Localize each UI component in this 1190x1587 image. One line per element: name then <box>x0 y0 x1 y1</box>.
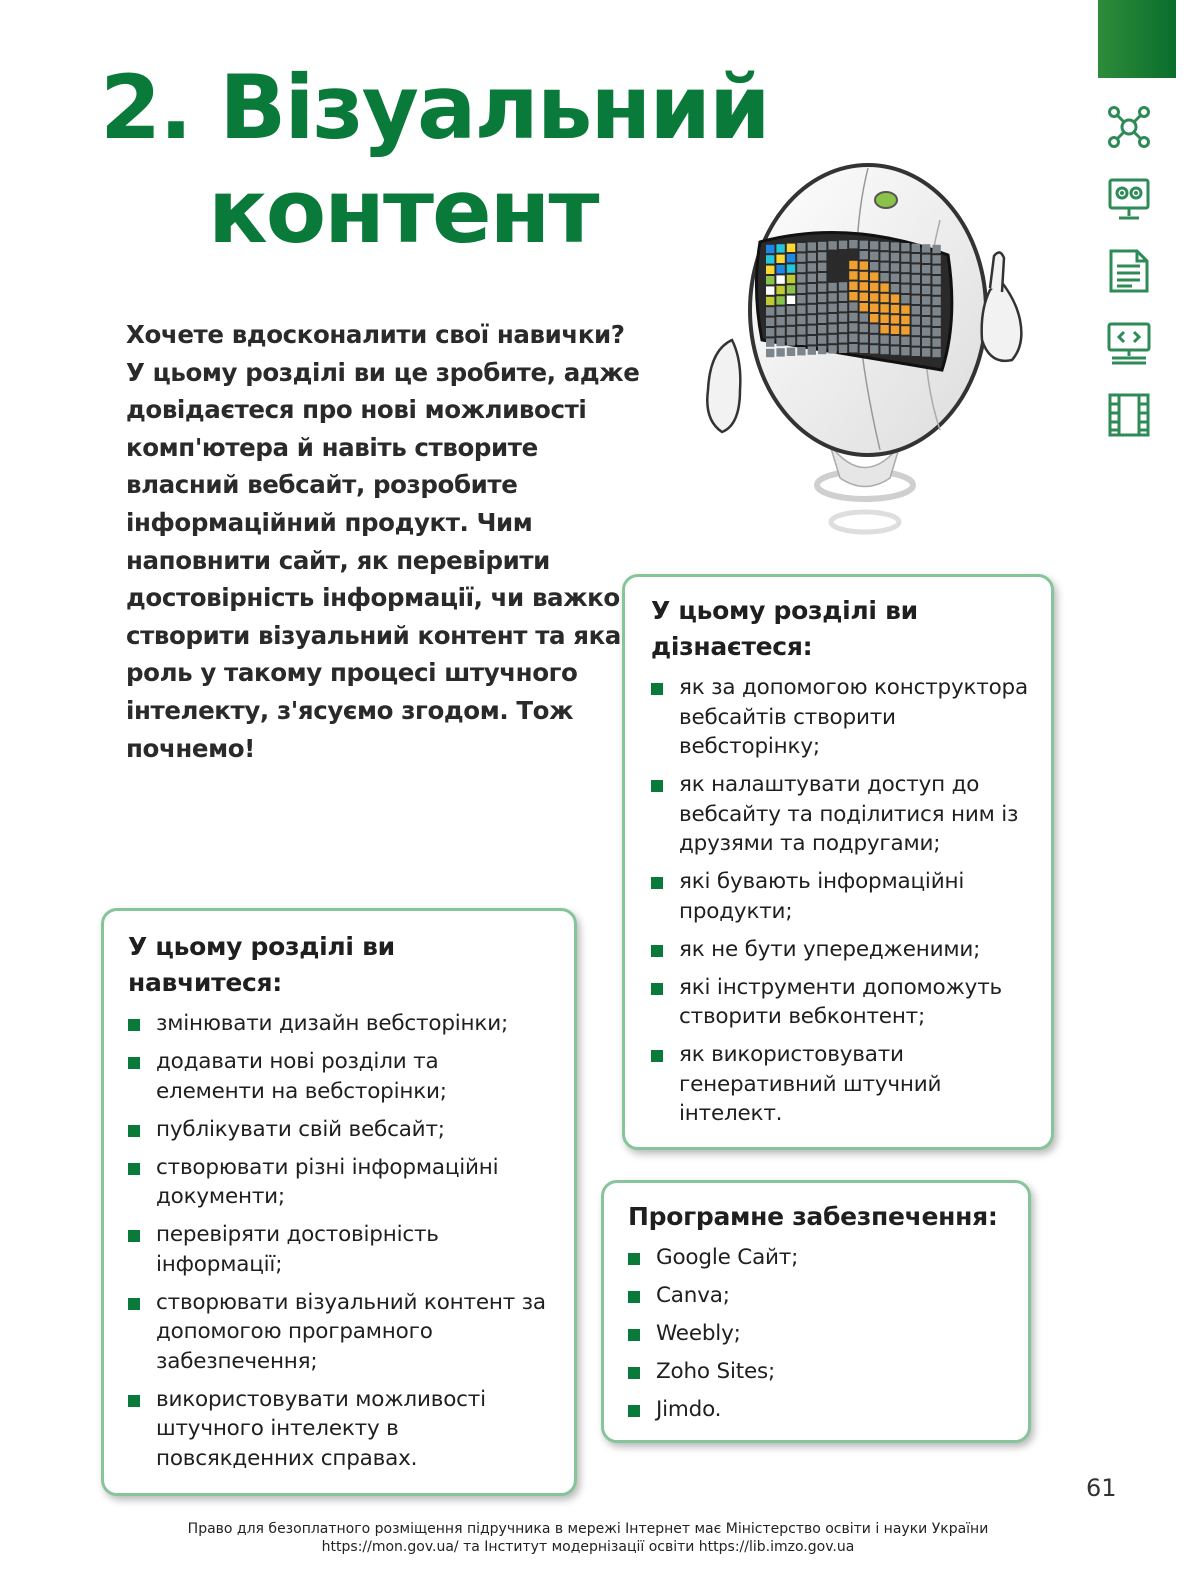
intro-paragraph: Хочете вдосконалити свої навички? У цьому розділі ви це зробите, адже довідаєтеся про нові можливості комп'ютера й навіть створите власний вебсайт, розробите інформаційний продукт. Чим наповнити сайт, як перевірити достовірність інформації, чи важко створити візуальний контент та яка роль у такому процесі штучного інтелекту, з'ясуємо згодом. Тож почнемо! <box>126 320 640 763</box>
screen-pixel <box>901 295 909 303</box>
screen-pixel <box>787 327 795 335</box>
screen-pixel <box>932 297 940 305</box>
bullet-icon <box>628 1291 640 1303</box>
screen-pixel <box>912 327 920 335</box>
screen-pixel <box>891 336 899 344</box>
screen-pixel <box>787 244 795 252</box>
screen-pixel <box>818 325 826 333</box>
screen-pixel <box>839 241 847 249</box>
list-item: як не бути упередженими; <box>651 935 1033 965</box>
screen-pixel <box>766 297 774 305</box>
screen-pixel <box>776 317 784 325</box>
screen-pixel <box>787 306 795 314</box>
bullet-icon <box>628 1405 640 1417</box>
screen-pixel <box>901 264 909 272</box>
screen-pixel <box>870 314 878 322</box>
screen-pixel <box>797 264 805 272</box>
screen-pixel <box>860 345 868 353</box>
screen-pixel <box>787 264 795 272</box>
screen-pixel <box>766 276 774 284</box>
screen-pixel <box>880 294 888 302</box>
screen-pixel <box>797 243 805 251</box>
screen-pixel <box>839 313 847 321</box>
screen-pixel <box>776 255 784 263</box>
bullet-icon <box>628 1367 640 1379</box>
screen-pixel <box>797 305 805 313</box>
bullet-icon <box>628 1329 640 1341</box>
bullet-icon <box>651 945 663 957</box>
screen-pixel <box>839 282 847 290</box>
screen-pixel <box>776 244 784 252</box>
screen-pixel <box>818 346 826 354</box>
screen-pixel <box>766 318 774 326</box>
screen-pixel <box>787 275 795 283</box>
screen-pixel <box>797 253 805 261</box>
screen-pixel <box>891 263 899 271</box>
bullet-icon <box>651 683 663 695</box>
screen-pixel <box>828 304 836 312</box>
presentation-icon <box>1106 176 1152 222</box>
screen-pixel <box>776 348 784 356</box>
screen-pixel <box>839 261 847 269</box>
screen-pixel <box>839 303 847 311</box>
list-item: створювати різні інформаційні документи; <box>128 1153 552 1212</box>
screen-pixel <box>787 254 795 262</box>
screen-pixel <box>766 349 774 357</box>
list-item: Canva; <box>628 1281 1010 1311</box>
screen-pixel <box>891 253 899 261</box>
bullet-icon <box>128 1019 140 1031</box>
screen-pixel <box>860 313 868 321</box>
screen-pixel <box>880 283 888 291</box>
screen-pixel <box>901 305 909 313</box>
list-item: які інструменти допоможуть створити вебконтент; <box>651 973 1033 1032</box>
screen-pixel <box>891 242 899 250</box>
skills-box <box>101 908 577 1496</box>
screen-pixel <box>849 240 857 248</box>
screen-pixel <box>828 283 836 291</box>
screen-pixel <box>860 251 868 259</box>
screen-pixel <box>839 324 847 332</box>
screen-pixel <box>912 264 920 272</box>
screen-pixel <box>766 286 774 294</box>
screen-pixel <box>797 347 805 355</box>
footer <box>0 1520 1176 1556</box>
screen-pixel <box>828 272 836 280</box>
screen-pixel <box>891 284 899 292</box>
screen-pixel <box>839 345 847 353</box>
screen-pixel <box>922 307 930 315</box>
screen-pixel <box>891 294 899 302</box>
list-item: Google Сайт; <box>628 1243 1010 1273</box>
footer-line-2: https://mon.gov.ua/ та Інститут модернізації освіти https://lib.imzo.gov.ua <box>321 1539 855 1555</box>
screen-pixel <box>776 307 784 315</box>
screen-pixel <box>776 265 784 273</box>
screen-pixel <box>808 336 816 344</box>
bullet-icon <box>128 1298 140 1310</box>
screen-pixel <box>870 345 878 353</box>
screen-pixel <box>849 334 857 342</box>
screen-pixel <box>880 273 888 281</box>
footer-line-1: Право для безоплатного розміщення підручника в мережі Інтернет має Міністерство освіти і науки України <box>187 1521 989 1537</box>
screen-pixel <box>922 327 930 335</box>
screen-pixel <box>849 261 857 269</box>
screen-pixel <box>880 335 888 343</box>
screen-pixel <box>828 314 836 322</box>
list-item: які бувають інформаційні продукти; <box>651 867 1033 926</box>
screen-pixel <box>808 263 816 271</box>
screen-pixel <box>912 306 920 314</box>
bullet-icon <box>128 1125 140 1137</box>
screen-pixel <box>776 327 784 335</box>
screen-pixel <box>766 266 774 274</box>
list-item: змінювати дизайн вебсторінки; <box>128 1009 552 1039</box>
screen-pixel <box>870 241 878 249</box>
screen-pixel <box>860 272 868 280</box>
bullet-icon <box>128 1230 140 1242</box>
screen-pixel <box>922 275 930 283</box>
screen-pixel <box>912 285 920 293</box>
screen-pixel <box>880 315 888 323</box>
title-line-2: контент <box>208 160 598 263</box>
screen-pixel <box>880 242 888 250</box>
screen-pixel <box>860 334 868 342</box>
screen-pixel <box>828 293 836 301</box>
film-icon <box>1106 392 1152 438</box>
screen-pixel <box>891 326 899 334</box>
screen-pixel <box>901 326 909 334</box>
robot-illustration <box>690 160 1040 550</box>
code-icon <box>1106 320 1152 366</box>
screen-pixel <box>787 316 795 324</box>
list-item: Jimdo. <box>628 1395 1010 1425</box>
screen-pixel <box>932 245 940 253</box>
software-box <box>601 1180 1031 1443</box>
bullet-icon <box>651 1050 663 1062</box>
screen-pixel <box>839 334 847 342</box>
screen-pixel <box>932 286 940 294</box>
screen-pixel <box>828 252 836 260</box>
learn-about-box <box>622 574 1054 1150</box>
screen-pixel <box>932 328 940 336</box>
bullet-icon <box>128 1395 140 1407</box>
screen-pixel <box>849 313 857 321</box>
list-item: додавати нові розділи та елементи на вебсторінки; <box>128 1047 552 1106</box>
screen-pixel <box>787 337 795 345</box>
screen-pixel <box>818 304 826 312</box>
screen-pixel <box>766 245 774 253</box>
screen-pixel <box>766 307 774 315</box>
list-item: публікувати свій вебсайт; <box>128 1115 552 1145</box>
screen-pixel <box>932 349 940 357</box>
screen-pixel <box>849 292 857 300</box>
list-item: Zoho Sites; <box>628 1357 1010 1387</box>
screen-pixel <box>849 271 857 279</box>
screen-pixel <box>901 274 909 282</box>
screen-pixel <box>932 338 940 346</box>
screen-pixel <box>808 242 816 250</box>
screen-pixel <box>901 253 909 261</box>
screen-pixel <box>776 296 784 304</box>
list-item: використовувати можливості штучного інтелекту в повсякденних справах. <box>128 1385 552 1474</box>
list-item: створювати візуальний контент за допомогою програмного забезпечення; <box>128 1288 552 1377</box>
screen-pixel <box>849 344 857 352</box>
screen-pixel <box>797 295 805 303</box>
screen-pixel <box>818 283 826 291</box>
software-list <box>628 1243 1010 1425</box>
screen-pixel <box>870 335 878 343</box>
screen-pixel <box>901 316 909 324</box>
document-icon <box>1106 248 1152 294</box>
screen-pixel <box>932 266 940 274</box>
list-item: як налаштувати доступ до вебсайту та поділитися ним із друзями та подругами; <box>651 770 1033 859</box>
screen-pixel <box>932 318 940 326</box>
bullet-icon <box>128 1163 140 1175</box>
screen-pixel <box>901 243 909 251</box>
screen-pixel <box>766 255 774 263</box>
bullet-icon <box>651 877 663 889</box>
learn-about-heading: У цьому розділі ви дізнаєтеся: <box>651 596 918 661</box>
screen-pixel <box>912 244 920 252</box>
screen-pixel <box>922 255 930 263</box>
screen-pixel <box>808 315 816 323</box>
screen-pixel <box>818 273 826 281</box>
screen-pixel <box>828 262 836 270</box>
screen-pixel <box>870 293 878 301</box>
screen-pixel <box>891 346 899 354</box>
screen-pixel <box>860 282 868 290</box>
network-icon <box>1106 104 1152 150</box>
side-icon-bar <box>1106 104 1156 464</box>
screen-pixel <box>922 265 930 273</box>
skills-list <box>128 1009 552 1473</box>
screen-pixel <box>912 337 920 345</box>
screen-pixel <box>891 305 899 313</box>
screen-pixel <box>912 275 920 283</box>
screen-pixel <box>808 294 816 302</box>
screen-pixel <box>932 276 940 284</box>
screen-pixel <box>870 324 878 332</box>
screen-pixel <box>849 250 857 258</box>
screen-pixel <box>912 254 920 262</box>
screen-pixel <box>797 337 805 345</box>
screen-pixel <box>839 251 847 259</box>
screen-pixel <box>912 316 920 324</box>
screen-pixel <box>849 323 857 331</box>
screen-pixel <box>901 285 909 293</box>
screen-pixel <box>839 272 847 280</box>
screen-pixel <box>818 315 826 323</box>
title-line-1: 2. Візуальний <box>100 56 769 159</box>
screen-pixel <box>818 294 826 302</box>
screen-pixel <box>808 326 816 334</box>
list-item: як за допомогою конструктора вебсайтів створити вебсторінку; <box>651 673 1033 762</box>
bullet-icon <box>628 1253 640 1265</box>
screen-pixel <box>797 326 805 334</box>
screen-pixel <box>828 345 836 353</box>
screen-pixel <box>808 346 816 354</box>
screen-pixel <box>932 307 940 315</box>
screen-pixel <box>849 282 857 290</box>
screen-pixel <box>776 275 784 283</box>
screen-pixel <box>860 293 868 301</box>
screen-pixel <box>880 263 888 271</box>
screen-pixel <box>797 285 805 293</box>
screen-pixel <box>808 305 816 313</box>
screen-pixel <box>880 252 888 260</box>
screen-pixel <box>860 303 868 311</box>
screen-pixel <box>849 302 857 310</box>
screen-pixel <box>787 348 795 356</box>
screen-pixel <box>880 346 888 354</box>
screen-pixel <box>912 296 920 304</box>
screen-pixel <box>776 338 784 346</box>
screen-pixel <box>922 338 930 346</box>
screen-pixel <box>912 348 920 356</box>
learn-about-list <box>651 673 1033 1129</box>
screen-pixel <box>932 255 940 263</box>
screen-pixel <box>787 285 795 293</box>
screen-pixel <box>828 241 836 249</box>
screen-pixel <box>880 304 888 312</box>
screen-pixel <box>766 338 774 346</box>
screen-pixel <box>891 315 899 323</box>
list-item: Weebly; <box>628 1319 1010 1349</box>
screen-pixel <box>901 347 909 355</box>
screen-pixel <box>818 335 826 343</box>
software-heading: Програмне забезпечення: <box>628 1202 998 1231</box>
screen-pixel <box>828 324 836 332</box>
screen-pixel <box>870 272 878 280</box>
list-item: перевіряти достовірність інформації; <box>128 1220 552 1279</box>
screen-pixel <box>870 283 878 291</box>
screen-pixel <box>828 335 836 343</box>
screen-pixel <box>818 263 826 271</box>
screen-pixel <box>891 274 899 282</box>
bullet-icon <box>128 1057 140 1069</box>
screen-pixel <box>901 337 909 345</box>
screen-pixel <box>922 317 930 325</box>
screen-pixel <box>870 262 878 270</box>
skills-heading: У цьому розділі ви навчитеся: <box>128 932 395 997</box>
screen-pixel <box>797 274 805 282</box>
screen-pixel <box>870 252 878 260</box>
screen-pixel <box>808 253 816 261</box>
screen-pixel <box>922 286 930 294</box>
screen-pixel <box>922 348 930 356</box>
screen-pixel <box>922 296 930 304</box>
screen-pixel <box>818 252 826 260</box>
bullet-icon <box>651 780 663 792</box>
screen-pixel <box>860 261 868 269</box>
screen-pixel <box>870 304 878 312</box>
screen-pixel <box>922 244 930 252</box>
screen-pixel <box>860 241 868 249</box>
screen-pixel <box>818 242 826 250</box>
bullet-icon <box>651 983 663 995</box>
chapter-tab <box>1098 0 1176 78</box>
screen-pixel <box>797 316 805 324</box>
screen-pixel <box>776 286 784 294</box>
screen-pixel <box>787 296 795 304</box>
screen-pixel <box>808 274 816 282</box>
screen-pixel <box>839 293 847 301</box>
screen-pixel <box>766 328 774 336</box>
screen-pixel <box>808 284 816 292</box>
screen-pixel <box>860 324 868 332</box>
page-number: 61 <box>1086 1474 1117 1502</box>
list-item: як використовувати генеративний штучний інтелект. <box>651 1040 1033 1129</box>
screen-pixel <box>880 325 888 333</box>
